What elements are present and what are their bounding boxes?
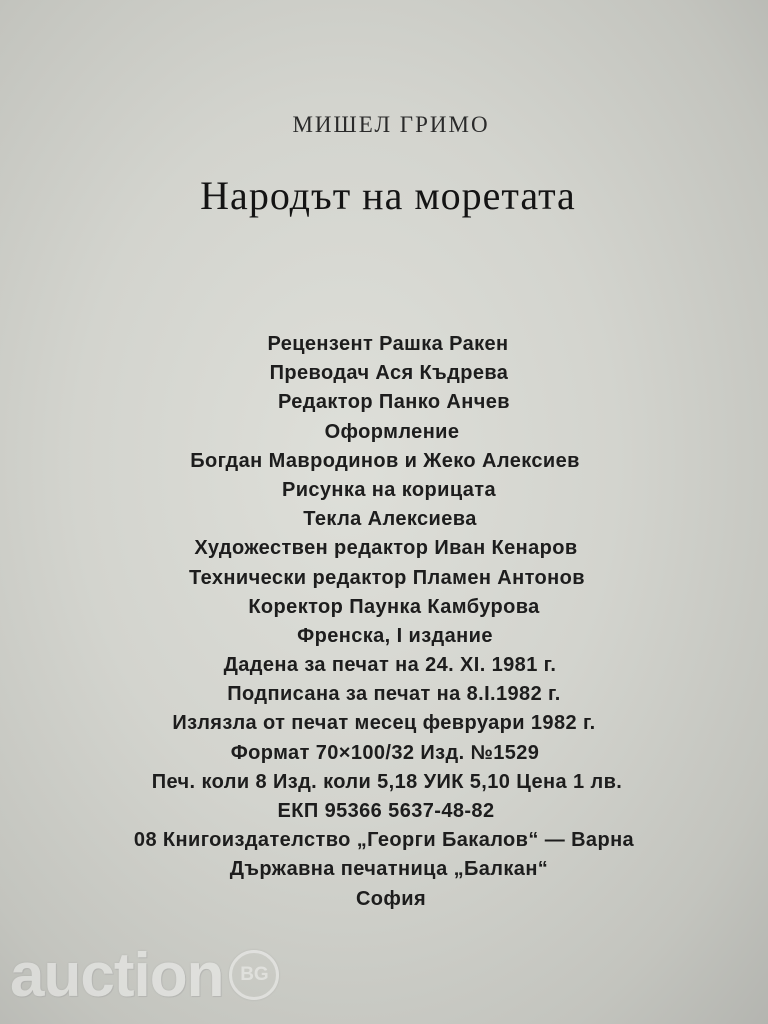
credit-line-designers: Богдан Мавродинов и Жеко Алексиев: [190, 449, 580, 472]
credit-line-cover-artist: Текла Алексиева: [303, 508, 477, 531]
credit-line-cover-heading: Рисунка на корицата: [281, 478, 497, 501]
author-name: МИШЕЛ ГРИМО: [292, 112, 490, 137]
credit-line-ekp: ЕКП 95366 5637-48-82: [277, 800, 495, 822]
credit-line-publisher: 08 Книгоиздателство „Георги Бакалов“ — Варна: [133, 829, 635, 852]
credit-line-reviewer: Рецензент Рашка Ракен: [267, 333, 509, 355]
watermark-badge: BG: [229, 950, 279, 1000]
credit-line-translator: Преводач Ася Къдрева: [269, 362, 509, 385]
credit-line-sent-to-print: Дадена за печат на 24. XI. 1981 г.: [223, 654, 557, 677]
credit-line-city: София: [355, 887, 427, 910]
credit-line-format: Формат 70×100/32 Изд. №1529: [230, 741, 540, 764]
book-title: Народът на моретата: [200, 173, 576, 218]
credit-line-art-editor: Художествен редактор Иван Кенаров: [194, 537, 578, 560]
credit-line-sheets-price: Печ. коли 8 Изд. коли 5,18 УИК 5,10 Цена 1 лв.: [151, 770, 623, 793]
credit-line-signed-for-print: Подписана за печат на 8.I.1982 г.: [227, 683, 561, 706]
credit-line-technical-editor: Технически редактор Пламен Антонов: [189, 566, 585, 589]
credit-line-published: Излязла от печат месец февруари 1982 г.: [172, 712, 596, 735]
credit-line-proofreader: Коректор Паунка Камбурова: [248, 595, 540, 618]
credit-line-editor: Редактор Панко Анчев: [278, 391, 510, 414]
watermark-text: auction: [10, 940, 224, 1010]
credit-line-printing-house: Държавна печатница „Балкан“: [229, 858, 549, 881]
imprint-credits-list: [0, 330, 768, 914]
credit-line-edition: Френска, I издание: [297, 624, 493, 647]
auction-watermark: [10, 940, 279, 1010]
credit-line-design-heading: Оформление: [324, 420, 460, 443]
